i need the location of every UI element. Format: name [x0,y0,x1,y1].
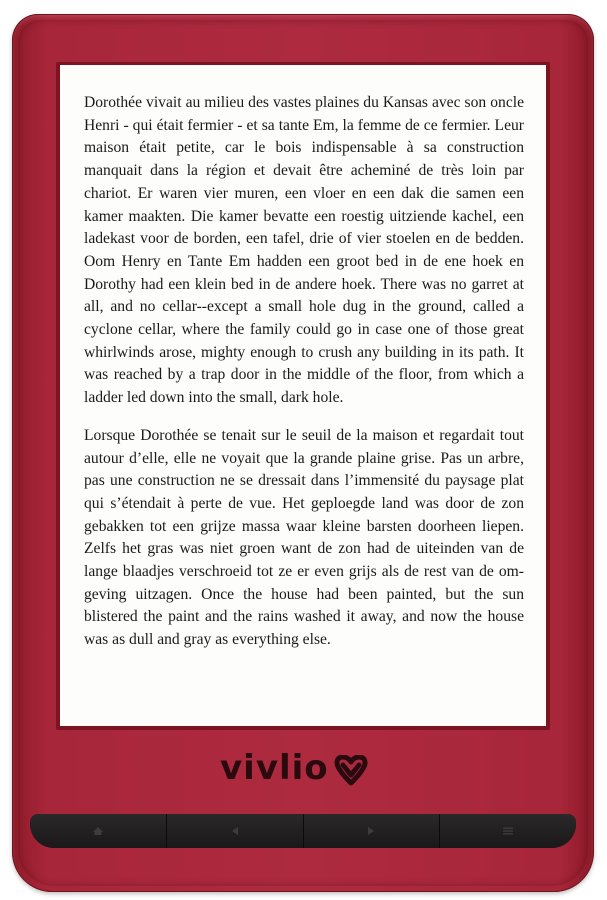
book-paragraph: Lorsque Dorothée se tenait sur le seuil de la maison et regardait tout autour d’elle, elle ne voyait que la grande plaine grise. Pas un arbre, pas une construction ne se dressait dans l’immensité du paysage plat qui s’étendait à perte de vue. Het geploegde land was door de zon gebakken tot een grijze massa waar kleine barsten doorheen liepen. Zelfs het gras was niet groen want de zon had de uiteinden van de lange blaadjes verschroeid tot ze er even grijs als de rest van de omgeving uitzagen. Once the house had been painted, but the sun blistered the paint and the rains washed it away, and now the house was as dull and gray as everything else. [84,426,524,649]
heart-v-logo-icon [333,755,369,787]
reader-screen[interactable] [60,65,546,726]
book-paragraph: Dorothée vivait au milieu des vastes plaines du Kansas avec son oncle Henri - qui était fermier - et sa tante Em, la femme de ce fermier. Leur maison était petite, car le bois indispensable à sa construction manquait dans la région et devait être acheminé de très loin par chariot. Er waren vier muren, een vloer en een dak die samen een kamer maakten. Die kamer bevatte een roestig uitziende kachel, een ladekast voor de borden, een tafel, drie of vier stoelen en de bedden. Oom Henry en Tante Em hadden een groot bed in de ene hoek en Dorothy had een klein bed in de andere hoek. There was no garret at all, and no cellar--except a small hole dug in the ground, called a cyclone cellar, where the family could go in case one of those great whirlwinds arose, mighty enough to crush any building in its path. It was reached by a trap door in the middle of the floor, from which a ladder led down into the small, dark hole. [84,94,524,407]
book-page [84,92,524,667]
brand-logo-text: vivlio [220,748,329,788]
triangle-right-icon [366,826,376,836]
home-icon [92,826,104,836]
ereader-device [12,14,594,892]
home-button[interactable] [30,814,167,848]
brand-logo [220,746,390,790]
triangle-left-icon [230,826,240,836]
hardware-button-bar [30,814,576,848]
menu-icon [502,826,514,836]
menu-button[interactable] [440,814,576,848]
page-forward-button[interactable] [304,814,441,848]
page-back-button[interactable] [167,814,304,848]
